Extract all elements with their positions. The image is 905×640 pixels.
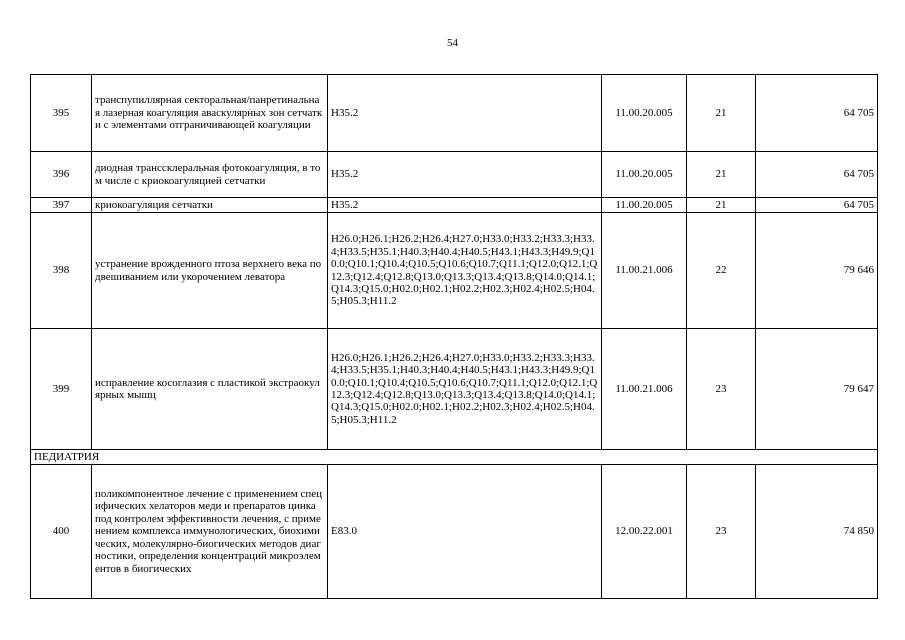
cost-value: 79 646: [756, 213, 878, 329]
care-kind-code: 11.00.21.006: [602, 213, 687, 329]
table-row: [31, 152, 878, 198]
diagnosis-codes: E83.0: [328, 465, 602, 599]
group-number: 23: [687, 465, 756, 599]
cost-value: 79 647: [756, 329, 878, 450]
diagnosis-codes: H35.2: [328, 75, 602, 152]
care-kind-code: 12.00.22.001: [602, 465, 687, 599]
table-row: [31, 465, 878, 599]
page-number: 54: [447, 37, 458, 49]
table-row: [31, 329, 878, 450]
row-number: 399: [31, 329, 92, 450]
section-row: [31, 450, 878, 465]
group-number: 21: [687, 152, 756, 198]
diagnosis-codes: H35.2: [328, 152, 602, 198]
group-number: 21: [687, 198, 756, 213]
procedure-name: исправление косоглазия с пластикой экстраокулярных мышц: [92, 329, 328, 450]
table-row: [31, 213, 878, 329]
procedure-name: поликомпонентное лечение с применением специфических хелаторов меди и препаратов цинка под контролем эффективности лечения, с применением комплекса иммунологических, биохимических, молекулярно-биогических методов диагностики, определения концентраций микроэлементов в биогических: [92, 465, 328, 599]
care-kind-code: 11.00.20.005: [602, 152, 687, 198]
procedure-name: транспупиллярная секторальная/панретинальная лазерная коагуляция аваскулярных зон сетчатки с элементами отграничивающей коагуляции: [92, 75, 328, 152]
row-number: 397: [31, 198, 92, 213]
group-number: 21: [687, 75, 756, 152]
cost-value: 64 705: [756, 152, 878, 198]
group-number: 23: [687, 329, 756, 450]
diagnosis-codes: H26.0;H26.1;H26.2;H26.4;H27.0;H33.0;H33.2;H33.3;H33.4;H33.5;H35.1;H40.3;H40.4;H40.5;H43.1;H43.3;H49.9;Q10.0;Q10.1;Q10.4;Q10.5;Q10.6;Q10.7;Q11.1;Q12.0;Q12.1;Q12.3;Q12.4;Q12.8;Q13.0;Q13.3;Q13.4;Q13.8;Q14.0;Q14.1;Q14.3;Q15.0;H02.0;H02.1;H02.2;H02.3;H02.4;H02.5;H04.5;H05.3;H11.2: [328, 329, 602, 450]
care-kind-code: 11.00.21.006: [602, 329, 687, 450]
table-row: [31, 75, 878, 152]
procedure-name: диодная транссклеральная фотокоагуляция, в том числе с криокоагуляцией сетчатки: [92, 152, 328, 198]
group-number: 22: [687, 213, 756, 329]
tariff-table: [30, 74, 878, 599]
care-kind-code: 11.00.20.005: [602, 75, 687, 152]
row-number: 396: [31, 152, 92, 198]
cost-value: 64 705: [756, 75, 878, 152]
row-number: 395: [31, 75, 92, 152]
diagnosis-codes: H35.2: [328, 198, 602, 213]
care-kind-code: 11.00.20.005: [602, 198, 687, 213]
section-title: ПЕДИАТРИЯ: [31, 450, 878, 465]
cost-value: 64 705: [756, 198, 878, 213]
procedure-name: устранение врожденного птоза верхнего века подвешиванием или укорочением леватора: [92, 213, 328, 329]
procedure-name: криокоагуляция сетчатки: [92, 198, 328, 213]
row-number: 398: [31, 213, 92, 329]
diagnosis-codes: H26.0;H26.1;H26.2;H26.4;H27.0;H33.0;H33.2;H33.3;H33.4;H33.5;H35.1;H40.3;H40.4;H40.5;H43.1;H43.3;H49.9;Q10.0;Q10.1;Q10.4;Q10.5;Q10.6;Q10.7;Q11.1;Q12.0;Q12.1;Q12.3;Q12.4;Q12.8;Q13.0;Q13.3;Q13.4;Q13.8;Q14.0;Q14.1;Q14.3;Q15.0;H02.0;H02.1;H02.2;H02.3;H02.4;H02.5;H04.5;H05.3;H11.2: [328, 213, 602, 329]
row-number: 400: [31, 465, 92, 599]
table-row: [31, 198, 878, 213]
cost-value: 74 850: [756, 465, 878, 599]
